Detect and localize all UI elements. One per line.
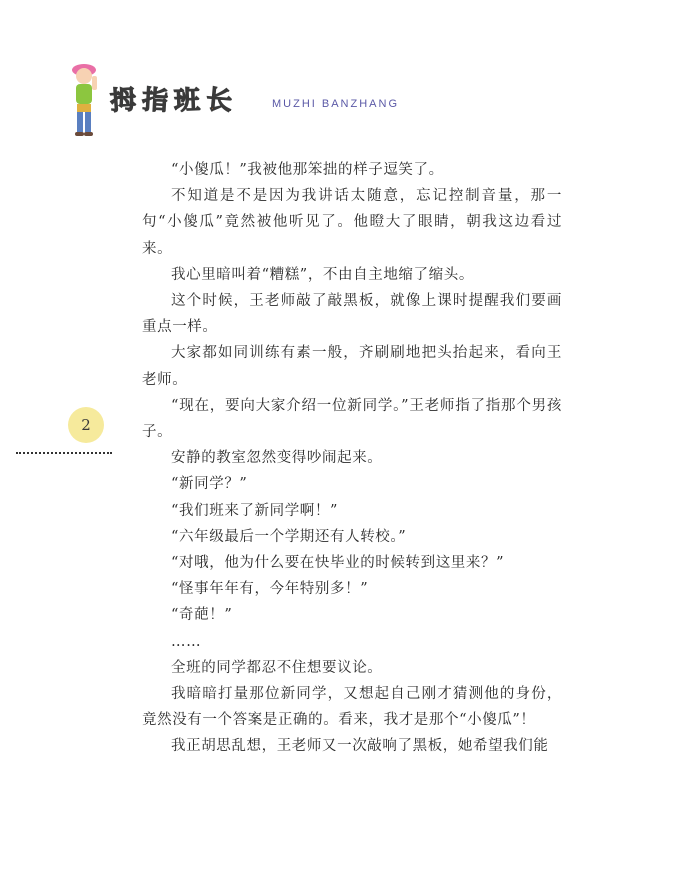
paragraph: …… — [171, 633, 202, 650]
left-shoe-shape — [75, 132, 84, 136]
paragraph: 我暗暗打量那位新同学，又想起自己刚才猜测他的身份，竟然没有一个答案是正确的。看来，我才是那个“小傻瓜”！ — [142, 686, 562, 729]
paragraph: 不知道是不是因为我讲话太随意，忘记控制音量，那一句“小傻瓜”竟然被他听见了。他瞪大了眼睛，朝我这边看过来。 — [142, 188, 562, 257]
book-header — [66, 56, 426, 140]
paragraph: “新同学？” — [171, 476, 248, 493]
right-shoe-shape — [84, 132, 93, 136]
title-char-1: 拇 — [108, 85, 138, 117]
page-number-badge — [68, 407, 104, 443]
belt-shape — [77, 104, 91, 112]
shirt-shape — [76, 84, 92, 104]
paragraph: 全班的同学都忍不住想要议论。 — [171, 659, 383, 676]
paragraph: “奇葩！” — [171, 607, 233, 624]
boy-mascot-illustration — [66, 56, 106, 138]
paragraph: “六年级最后一个学期还有人转校。” — [171, 528, 407, 545]
paragraph: 这个时候，王老师敲了敲黑板，就像上课时提醒我们要画重点一样。 — [142, 293, 562, 336]
title-pinyin: MUZHI BANZHANG — [272, 98, 399, 110]
paragraph: “我们班来了新同学啊！” — [171, 502, 339, 519]
paragraph: “对哦，他为什么要在快毕业的时候转到这里来？” — [171, 555, 505, 572]
paragraph: 我正胡思乱想，王老师又一次敲响了黑板，她希望我们能 — [171, 738, 549, 755]
paragraph: 大家都如同训练有素一般，齐刷刷地把头抬起来，看向王老师。 — [142, 345, 562, 388]
paragraph: “现在，要向大家介绍一位新同学。”王老师指了指那个男孩子。 — [142, 397, 562, 441]
right-leg-shape — [85, 112, 91, 132]
title-char-4: 长 — [204, 84, 234, 118]
paragraph: 安静的教室忽然变得吵闹起来。 — [171, 450, 383, 467]
paragraph: “怪事年年有，今年特别多！” — [171, 581, 369, 598]
title-char-3: 班 — [173, 85, 201, 117]
thumb-arm-shape — [92, 76, 97, 90]
page-number: 2 — [81, 416, 91, 434]
left-leg-shape — [77, 112, 83, 132]
title-char-2: 指 — [141, 85, 169, 117]
book-title — [110, 86, 232, 116]
paragraph: “小傻瓜！”我被他那笨拙的样子逗笑了。 — [171, 162, 444, 178]
dotted-divider — [16, 452, 112, 454]
story-text — [142, 157, 562, 760]
face-shape — [76, 68, 92, 84]
paragraph: 我心里暗叫着“糟糕”，不由自主地缩了缩头。 — [171, 266, 474, 283]
